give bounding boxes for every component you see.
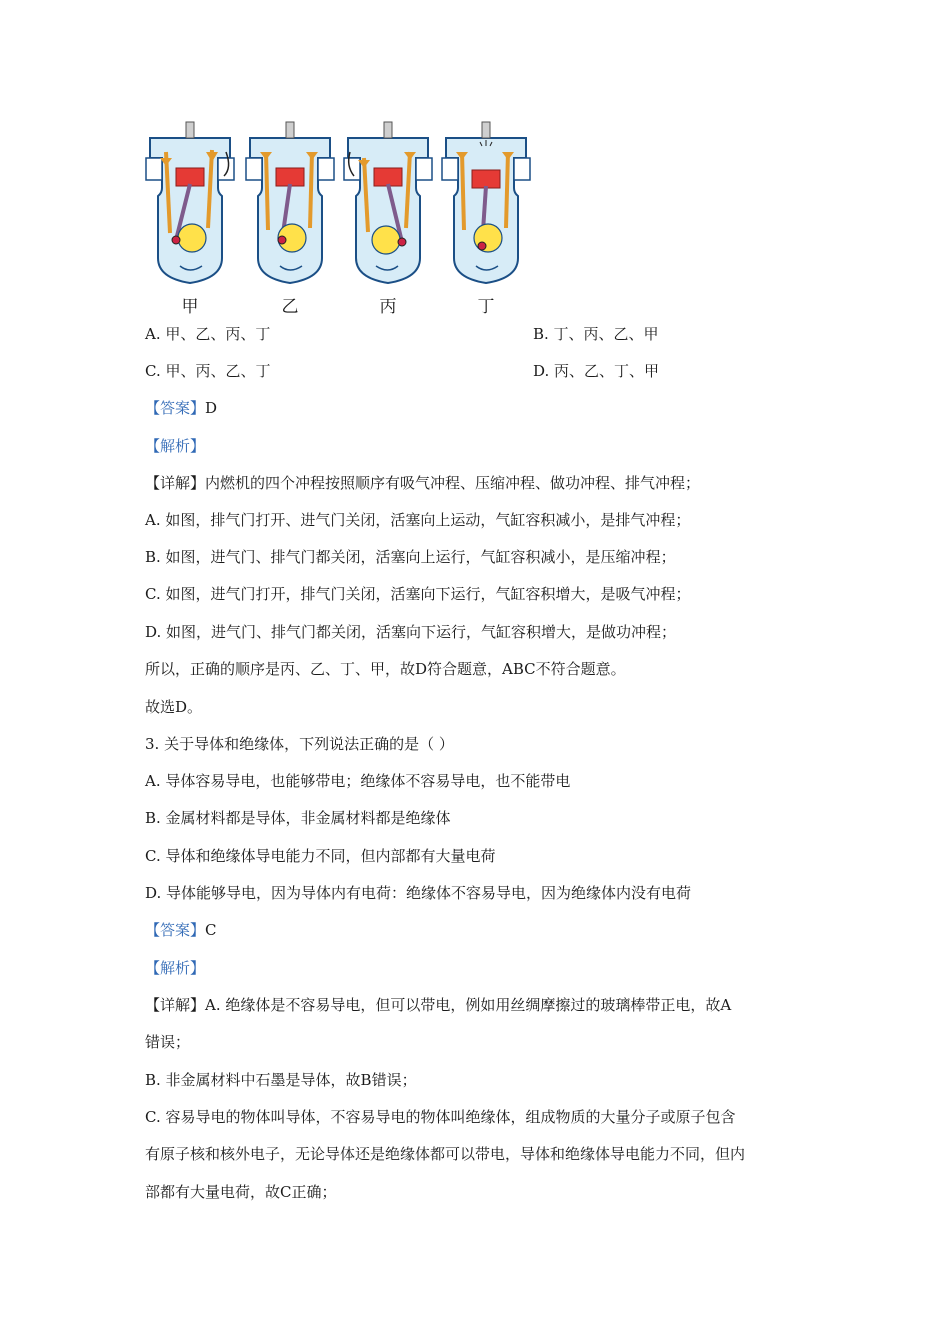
analysis-heading (145, 436, 205, 456)
detail-tag: 【详解】 (145, 474, 206, 492)
q3-option-a: A. 导体容易导电，也能够带电；绝缘体不容易导电，也不能带电 (145, 772, 571, 790)
q3-detail-text: A. 绝缘体是不容易导电，但可以带电，例如用丝绸摩擦过的玻璃棒带正电，故A (205, 996, 732, 1014)
q3-analysis-heading (145, 958, 205, 978)
analysis-tag: 【解析】 (145, 437, 206, 455)
q3-option-b: B. 金属材料都是导体，非金属材料都是绝缘体 (145, 809, 451, 827)
answer-tag: 【答案】 (145, 399, 206, 417)
question-3: 3. 关于导体和绝缘体，下列说法正确的是（ ） (145, 735, 454, 753)
q3-option-d: D. 导体能够导电，因为导体内有电荷：绝缘体不容易导电，因为绝缘体内没有电荷 (145, 884, 692, 902)
option-c: C. 甲、丙、乙、丁 (145, 362, 271, 380)
q3-detail-line: C. 容易导电的物体叫导体，不容易导电的物体叫绝缘体，组成物质的大量分子或原子包含 (145, 1108, 736, 1126)
q3-answer-line (145, 920, 217, 940)
q3-detail-first-line (145, 995, 731, 1015)
answer-line (145, 398, 217, 418)
q3-detail-tag: 【详解】 (145, 996, 206, 1014)
q3-answer-tag: 【答案】 (145, 921, 206, 939)
q3-detail-line: 部都有大量电荷，故C正确； (145, 1183, 337, 1201)
q3-detail-line: 有原子核和核外电子，无论导体还是绝缘体都可以带电，导体和绝缘体导电能力不同，但内 (145, 1145, 746, 1163)
engine-diagram-jia (142, 118, 238, 293)
detail-line: B. 如图，进气门、排气门都关闭，活塞向上运行，气缸容积减小，是压缩冲程； (145, 548, 676, 566)
engine-diagram-bing (340, 118, 436, 293)
answer-value: D (205, 399, 218, 417)
q3-option-c: C. 导体和绝缘体导电能力不同，但内部都有大量电荷 (145, 847, 496, 865)
detail-line: D. 如图，进气门、排气门都关闭，活塞向下运行，气缸容积增大，是做功冲程； (145, 623, 677, 641)
option-d: D. 丙、乙、丁、甲 (533, 362, 660, 380)
figure-label-bing: 丙 (379, 297, 397, 317)
detail-intro: 内燃机的四个冲程按照顺序有吸气冲程、压缩冲程、做功冲程、排气冲程； (205, 474, 701, 492)
option-b: B. 丁、丙、乙、甲 (533, 325, 659, 343)
engine-diagram-yi (242, 118, 338, 293)
option-a: A. 甲、乙、丙、丁 (145, 325, 271, 343)
q3-answer-value: C (205, 921, 217, 939)
q3-detail-line: 错误； (145, 1033, 191, 1051)
detail-line: 故选D。 (145, 698, 203, 716)
figure-label-ding: 丁 (477, 297, 495, 317)
q3-analysis-tag: 【解析】 (145, 959, 206, 977)
detail-intro-line (145, 473, 700, 493)
figure-label-jia: 甲 (181, 297, 199, 317)
detail-line: A. 如图，排气门打开、进气门关闭，活塞向上运动，气缸容积减小，是排气冲程； (145, 511, 691, 529)
engine-diagram-ding (438, 118, 534, 293)
engine-strokes-figure (140, 118, 540, 317)
detail-line: C. 如图，进气门打开，排气门关闭，活塞向下运行，气缸容积增大，是吸气冲程； (145, 585, 691, 603)
figure-label-yi: 乙 (281, 297, 299, 317)
detail-line: 所以，正确的顺序是丙、乙、丁、甲，故D符合题意，ABC不符合题意。 (145, 660, 626, 678)
q3-detail-line: B. 非金属材料中石墨是导体，故B错误； (145, 1071, 417, 1089)
